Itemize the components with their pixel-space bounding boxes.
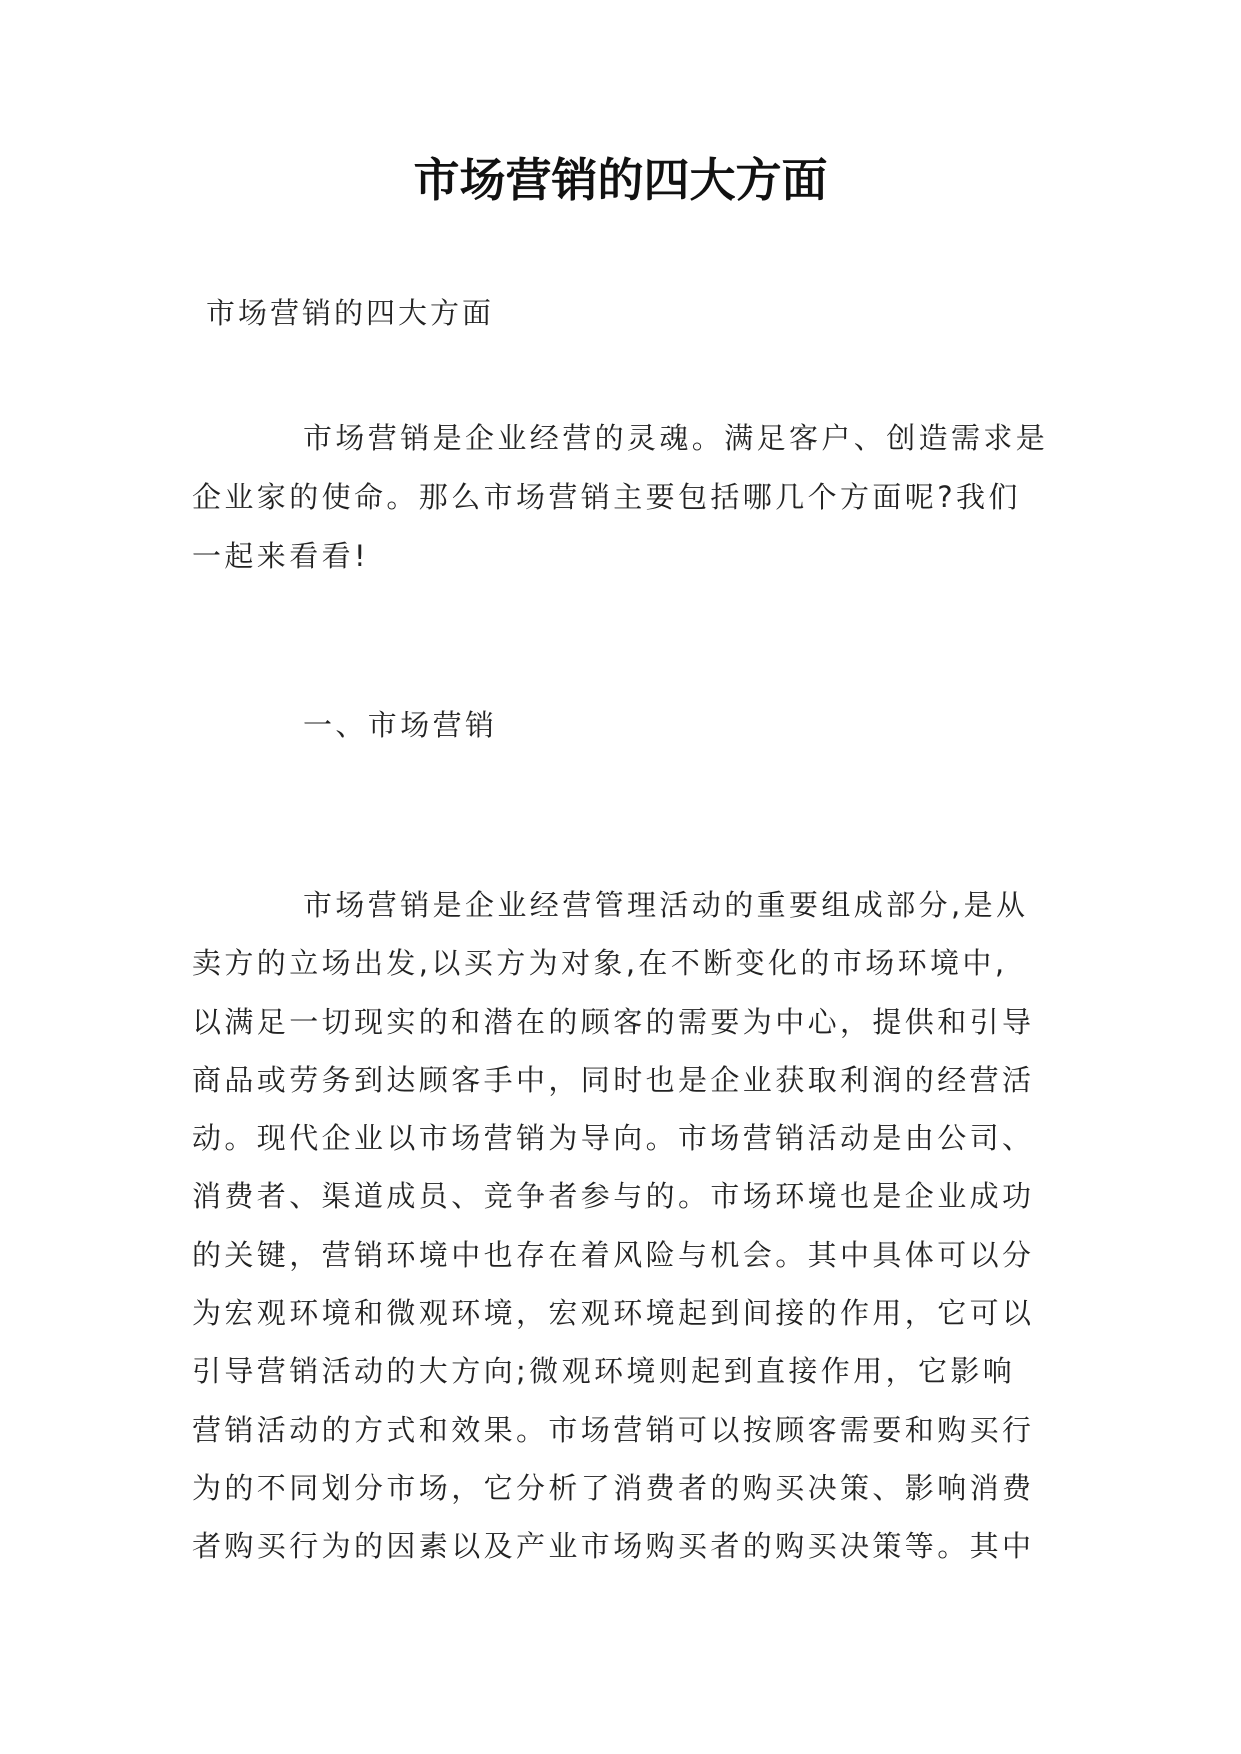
paragraph-line: 的关键，营销环境中也存在着风险与机会。其中具体可以分	[192, 1237, 1035, 1272]
paragraph-line: 消费者、渠道成员、竞争者参与的。市场环境也是企业成功	[192, 1179, 1035, 1214]
document-title: 市场营销的四大方面	[413, 153, 828, 207]
paragraph-line: 引导营销活动的大方向;微观环境则起到直接作用，它影响	[192, 1354, 1016, 1389]
paragraph-line: 为宏观环境和微观环境，宏观环境起到间接的作用，它可以	[192, 1296, 1035, 1331]
paragraph-line: 市场营销是企业经营的灵魂。满足客户、创造需求是	[303, 421, 1049, 455]
paragraph-line: 以满足一切现实的和潜在的顾客的需要为中心，提供和引导	[192, 1004, 1035, 1039]
intro-paragraph	[192, 409, 1052, 586]
section-heading: 一、市场营销	[303, 708, 498, 742]
paragraph-line: 一起来看看!	[192, 539, 370, 573]
body-paragraph	[192, 876, 1052, 1576]
paragraph-line: 为的不同划分市场，它分析了消费者的购买决策、影响消费	[192, 1470, 1035, 1505]
paragraph-line: 卖方的立场出发,以买方为对象,在不断变化的市场环境中,	[192, 946, 1008, 981]
paragraph-line: 市场营销是企业经营管理活动的重要组成部分,是从	[303, 888, 1029, 922]
paragraph-line: 者购买行为的因素以及产业市场购买者的购买决策等。其中	[192, 1529, 1035, 1564]
paragraph-line: 商品或劳务到达顾客手中，同时也是企业获取利润的经营活	[192, 1062, 1035, 1097]
paragraph-line: 企业家的使命。那么市场营销主要包括哪几个方面呢?我们	[192, 480, 1021, 514]
paragraph-line: 动。现代企业以市场营销为导向。市场营销活动是由公司、	[192, 1121, 1035, 1156]
paragraph-line: 营销活动的方式和效果。市场营销可以按顾客需要和购买行	[192, 1412, 1035, 1447]
document-subtitle: 市场营销的四大方面	[206, 296, 495, 330]
